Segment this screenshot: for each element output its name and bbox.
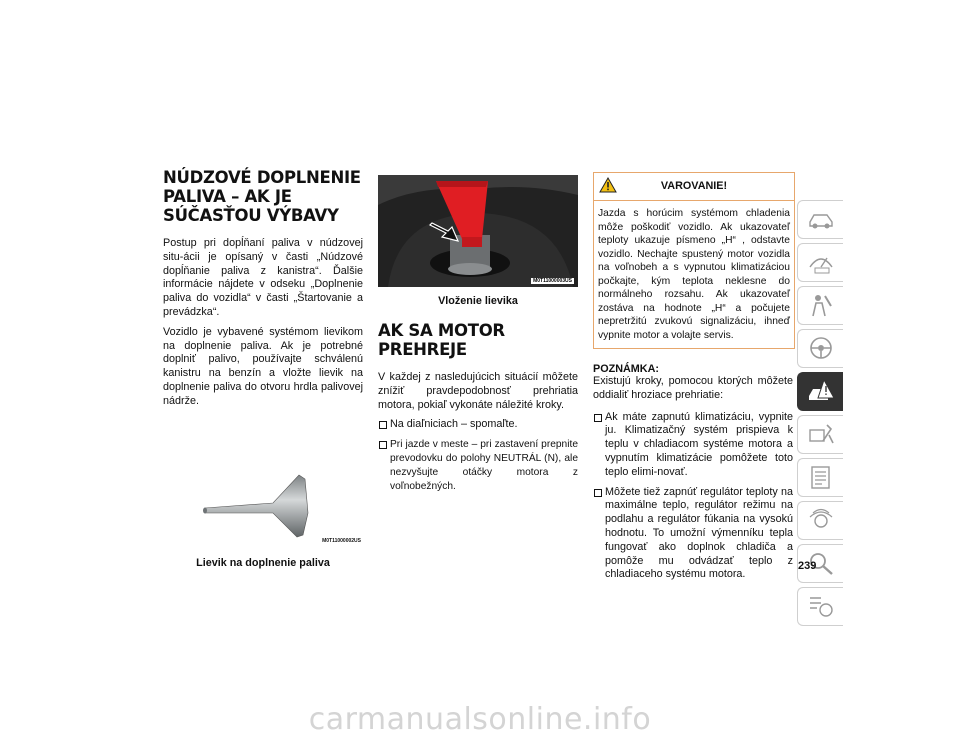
checkbox-bullet-icon (594, 489, 602, 497)
steering-wheel-icon (807, 335, 835, 361)
safety-icon (807, 292, 835, 318)
tab-steering[interactable] (797, 329, 843, 368)
funnel-figure (163, 451, 363, 553)
middle-column (378, 175, 578, 499)
bullet-item: Na diaľniciach – spomaľte. (378, 418, 578, 432)
figure-caption-funnel: Lievik na doplnenie paliva (196, 556, 330, 569)
left-column (163, 168, 363, 579)
figure-code: M0T11000003US (533, 278, 572, 284)
service-icon (807, 421, 835, 447)
tab-car[interactable] (797, 200, 843, 239)
tab-dashboard[interactable] (797, 243, 843, 282)
warning-text: Jazda s horúcim systémom chladenia môže poškodiť vozidlo. Ak ukazovateľ teploty ukazuje písmeno „H“ , odstavte vozidlo. Nechajte spustený motor vozidla na voľnobeh a s vypnutou klimatizáciou počkajte, kým teplota neklesne do normálneho rozsahu. Ak ukazovateľ zostáva na hodnote „H“ a počujete nepretržitú zvukovú signalizáciu, ihneď vypnite motor a volajte servis. (598, 208, 790, 341)
figure-caption-insertion: Vloženie lievika (438, 295, 518, 307)
tab-emergency[interactable] (797, 372, 843, 411)
bullet-item: Môžete tiež zapnúť regulátor teploty na maximálne teplo, regulátor režimu na podlahu a regulátor fúkania na vysokú hodnotu. To umožní výmenníku tepla fungovať ako doplnok chladiča a pomôže mu odvádzať teplo z chladiaceho systému motora. (593, 486, 793, 583)
bullet-item: Ak máte zapnutú klimatizáciu, vypnite ju. Klimatizačný systém prispieva k teplu v chladiacom systéme motora a vypnutím klimatizácie pomôžete toto teplo elimi-novať. (593, 411, 793, 480)
multimedia-icon (807, 507, 835, 533)
insertion-figure (378, 175, 578, 287)
watermark: carmanualsonline.info (308, 702, 652, 737)
checkbox-bullet-icon (594, 414, 602, 422)
note-text: Existujú kroky, pomocou ktorých môžete oddialiť hroziace prehriatie: (593, 375, 793, 401)
figure-code: M0T11000002US (322, 537, 361, 544)
car-icon (807, 206, 835, 232)
funnel-insertion-photo (378, 175, 578, 287)
index-icon (807, 593, 835, 619)
funnel-illustration (163, 451, 363, 551)
section-heading-overheating: AK SA MOTOR PREHREJE (378, 321, 505, 359)
paragraph-emergency-procedure: Postup pri dopĺňaní paliva v núdzovej situ-ácii je opísaný v časti „Núdzové dopĺňanie paliva z kanistra“. Ďalšie informácie nájdete v odseku „Doplnenie paliva do vozidla“ v časti „Štartovanie a prevádzka“. (163, 237, 363, 318)
warning-header (594, 173, 794, 201)
tab-index[interactable] (797, 587, 843, 626)
specifications-icon (807, 464, 835, 490)
tab-safety[interactable] (797, 286, 843, 325)
checkbox-bullet-icon (379, 421, 387, 429)
emergency-icon (807, 378, 835, 404)
paragraph-overheating-intro: V každej z nasledujúcich situácií môžete znížiť pravdepodobnosť prehriatia motora, pokiaľ vykonáte náležité kroky. (378, 371, 578, 411)
section-heading-emergency-fueling: NÚDZOVÉ DOPLNENIE PALIVA – AK JE SÚČASŤOU VÝBAVY (163, 168, 361, 225)
tab-service[interactable] (797, 415, 843, 454)
paragraph-funnel-description: Vozidlo je vybavené systémom lievikom na doplnenie paliva. Ak je potrebné doplniť palivo, používajte schválenú kanistru na benzín a vložte lievik na doplnenie paliva do otvoru hrdla palivovej nádrže. (163, 325, 363, 407)
tab-multimedia[interactable] (797, 501, 843, 540)
note-title: POZNÁMKA: (593, 363, 659, 375)
page-number: 239 (798, 560, 817, 572)
bullet-item: Pri jazde v meste – pri zastavení prepnite prevodovku do polohy NEUTRÁL (N), ale nezvyšujte otáčky motora z voľnobežných. (378, 438, 578, 493)
checkbox-bullet-icon (379, 441, 387, 449)
dashboard-icon (807, 249, 835, 275)
warning-title: VAROVANIE! (660, 180, 728, 192)
warning-box (593, 172, 795, 349)
tab-specifications[interactable] (797, 458, 843, 497)
right-column (593, 172, 793, 588)
